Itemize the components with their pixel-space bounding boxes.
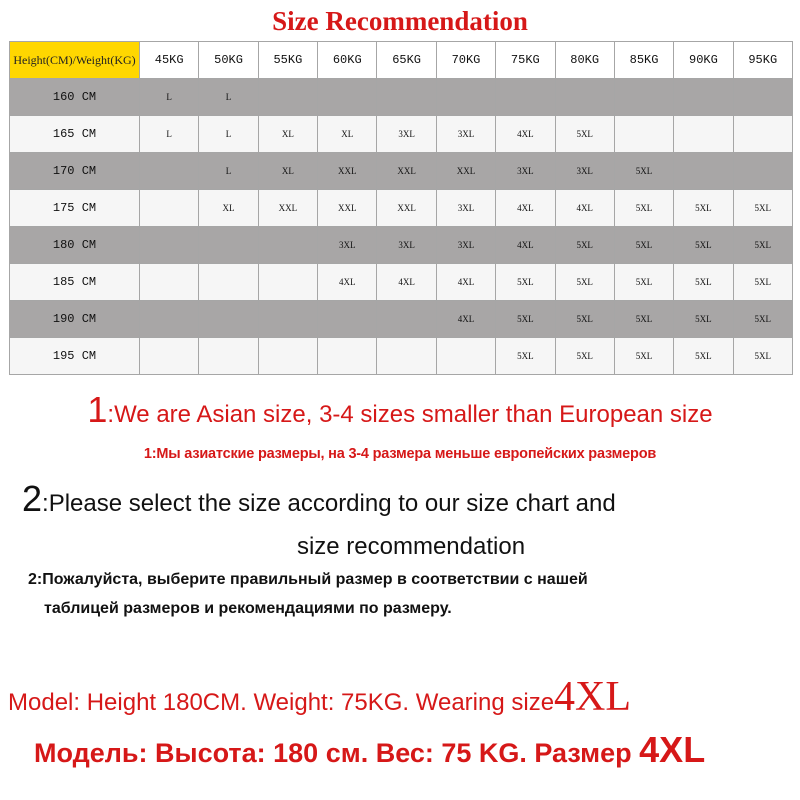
size-cell xyxy=(258,338,317,375)
model-info-ru xyxy=(34,729,794,771)
size-cell: 4XL xyxy=(555,190,614,227)
size-cell: XL xyxy=(258,153,317,190)
page-title: Size Recommendation xyxy=(272,6,528,36)
height-label: 175 CM xyxy=(10,190,140,227)
size-cell xyxy=(496,79,555,116)
table-row xyxy=(10,301,793,338)
size-cell xyxy=(199,227,258,264)
size-cell xyxy=(555,79,614,116)
height-label: 165 CM xyxy=(10,116,140,153)
size-cell: XXL xyxy=(377,153,436,190)
weight-header: 75KG xyxy=(496,42,555,79)
size-cell xyxy=(377,79,436,116)
size-cell xyxy=(733,153,792,190)
size-cell: L xyxy=(199,116,258,153)
weight-header: 95KG xyxy=(733,42,792,79)
size-cell: 5XL xyxy=(674,227,733,264)
model-size-ru: 4XL xyxy=(639,729,706,770)
size-cell: XXL xyxy=(258,190,317,227)
size-cell: 5XL xyxy=(733,338,792,375)
note2-number: 2 xyxy=(22,478,43,519)
size-cell xyxy=(199,264,258,301)
size-cell: 5XL xyxy=(555,264,614,301)
size-cell: XL xyxy=(199,190,258,227)
table-row xyxy=(10,153,793,190)
height-label: 190 CM xyxy=(10,301,140,338)
corner-label: Height(CM)/Weight(KG) xyxy=(10,42,140,79)
size-cell: L xyxy=(140,79,199,116)
size-cell: 5XL xyxy=(496,264,555,301)
size-cell: 3XL xyxy=(496,153,555,190)
size-cell: L xyxy=(140,116,199,153)
size-cell xyxy=(318,301,377,338)
size-cell: XL xyxy=(318,116,377,153)
height-label: 180 CM xyxy=(10,227,140,264)
size-cell: L xyxy=(199,153,258,190)
size-cell: 4XL xyxy=(496,116,555,153)
size-cell: 5XL xyxy=(614,227,673,264)
note-asian-size-ru: 1:Мы азиатские размеры, на 3-4 размера меньше европейских размеров xyxy=(143,446,657,462)
weight-header: 60KG xyxy=(318,42,377,79)
size-cell xyxy=(258,227,317,264)
size-cell: 5XL xyxy=(733,301,792,338)
height-label: 160 CM xyxy=(10,79,140,116)
size-cell: L xyxy=(199,79,258,116)
size-cell: XXL xyxy=(436,153,495,190)
size-cell xyxy=(674,116,733,153)
size-cell xyxy=(140,301,199,338)
size-cell: 3XL xyxy=(436,227,495,264)
size-cell xyxy=(140,190,199,227)
note1-text: :We are Asian size, 3-4 sizes smaller than European size xyxy=(107,401,713,428)
size-cell: XXL xyxy=(377,190,436,227)
note-select-size xyxy=(22,477,782,568)
weight-header: 90KG xyxy=(674,42,733,79)
weight-header: 85KG xyxy=(614,42,673,79)
size-cell: 5XL xyxy=(614,338,673,375)
size-cell: 4XL xyxy=(436,264,495,301)
size-cell xyxy=(258,264,317,301)
size-cell: 5XL xyxy=(733,264,792,301)
size-cell: 5XL xyxy=(496,301,555,338)
size-cell xyxy=(140,264,199,301)
weight-header: 45KG xyxy=(140,42,199,79)
table-row xyxy=(10,79,793,116)
table-row xyxy=(10,190,793,227)
size-cell: 5XL xyxy=(496,338,555,375)
size-cell: XL xyxy=(258,116,317,153)
size-cell: 5XL xyxy=(614,190,673,227)
size-cell xyxy=(733,116,792,153)
size-cell xyxy=(377,301,436,338)
size-cell xyxy=(614,116,673,153)
size-cell xyxy=(258,79,317,116)
size-cell: 4XL xyxy=(377,264,436,301)
size-cell: 3XL xyxy=(436,190,495,227)
size-cell: 5XL xyxy=(614,264,673,301)
table-row xyxy=(10,116,793,153)
note2-ru-line1: 2:Пожалуйста, выберите правильный размер в соответствии с нашей xyxy=(28,571,588,588)
weight-header: 70KG xyxy=(436,42,495,79)
size-cell: 5XL xyxy=(733,190,792,227)
size-cell xyxy=(199,338,258,375)
size-cell: 5XL xyxy=(733,227,792,264)
size-cell xyxy=(674,79,733,116)
size-cell: XXL xyxy=(318,190,377,227)
size-cell: 3XL xyxy=(377,116,436,153)
weight-header: 65KG xyxy=(377,42,436,79)
model-info-ru-text: Модель: Высота: 180 см. Вес: 75 KG. Размер xyxy=(34,738,632,768)
model-size: 4XL xyxy=(554,674,632,720)
size-cell xyxy=(614,79,673,116)
size-cell: 4XL xyxy=(496,227,555,264)
size-cell xyxy=(258,301,317,338)
size-cell: 3XL xyxy=(555,153,614,190)
note2-ru-line2: таблицей размеров и рекомендациями по размеру. xyxy=(44,600,452,617)
size-cell xyxy=(140,338,199,375)
size-cell: 5XL xyxy=(614,153,673,190)
weight-header: 55KG xyxy=(258,42,317,79)
size-cell xyxy=(318,79,377,116)
note-asian-size xyxy=(0,389,800,431)
size-cell: 5XL xyxy=(674,338,733,375)
size-cell: 5XL xyxy=(555,116,614,153)
note1-number: 1 xyxy=(87,389,108,430)
note2-line1: :Please select the size according to our size chart and xyxy=(42,490,616,517)
size-cell: 5XL xyxy=(555,338,614,375)
size-cell xyxy=(199,301,258,338)
size-cell: 5XL xyxy=(674,190,733,227)
size-cell xyxy=(733,79,792,116)
size-chart-table xyxy=(9,41,793,375)
table-row xyxy=(10,338,793,375)
size-cell: 5XL xyxy=(555,301,614,338)
note2-line2: size recommendation xyxy=(296,533,526,560)
table-row xyxy=(10,264,793,301)
size-cell: 3XL xyxy=(377,227,436,264)
height-label: 170 CM xyxy=(10,153,140,190)
size-cell xyxy=(140,153,199,190)
size-cell xyxy=(436,338,495,375)
table-header-row xyxy=(10,42,793,79)
size-cell: 3XL xyxy=(318,227,377,264)
height-label: 195 CM xyxy=(10,338,140,375)
size-cell: 5XL xyxy=(614,301,673,338)
size-cell: 4XL xyxy=(318,264,377,301)
size-cell xyxy=(318,338,377,375)
model-info-text: Model: Height 180CM. Weight: 75KG. Wearing size xyxy=(8,689,555,716)
size-cell xyxy=(140,227,199,264)
size-cell: XXL xyxy=(318,153,377,190)
weight-header: 50KG xyxy=(199,42,258,79)
size-cell: 5XL xyxy=(555,227,614,264)
size-cell: 4XL xyxy=(496,190,555,227)
size-cell: 5XL xyxy=(674,264,733,301)
size-cell: 3XL xyxy=(436,116,495,153)
weight-header: 80KG xyxy=(555,42,614,79)
note-select-size-ru xyxy=(28,565,788,623)
size-cell: 5XL xyxy=(674,301,733,338)
size-cell: 4XL xyxy=(436,301,495,338)
size-cell xyxy=(377,338,436,375)
table-row xyxy=(10,227,793,264)
size-cell xyxy=(436,79,495,116)
model-info xyxy=(8,673,798,721)
height-label: 185 CM xyxy=(10,264,140,301)
size-cell xyxy=(674,153,733,190)
